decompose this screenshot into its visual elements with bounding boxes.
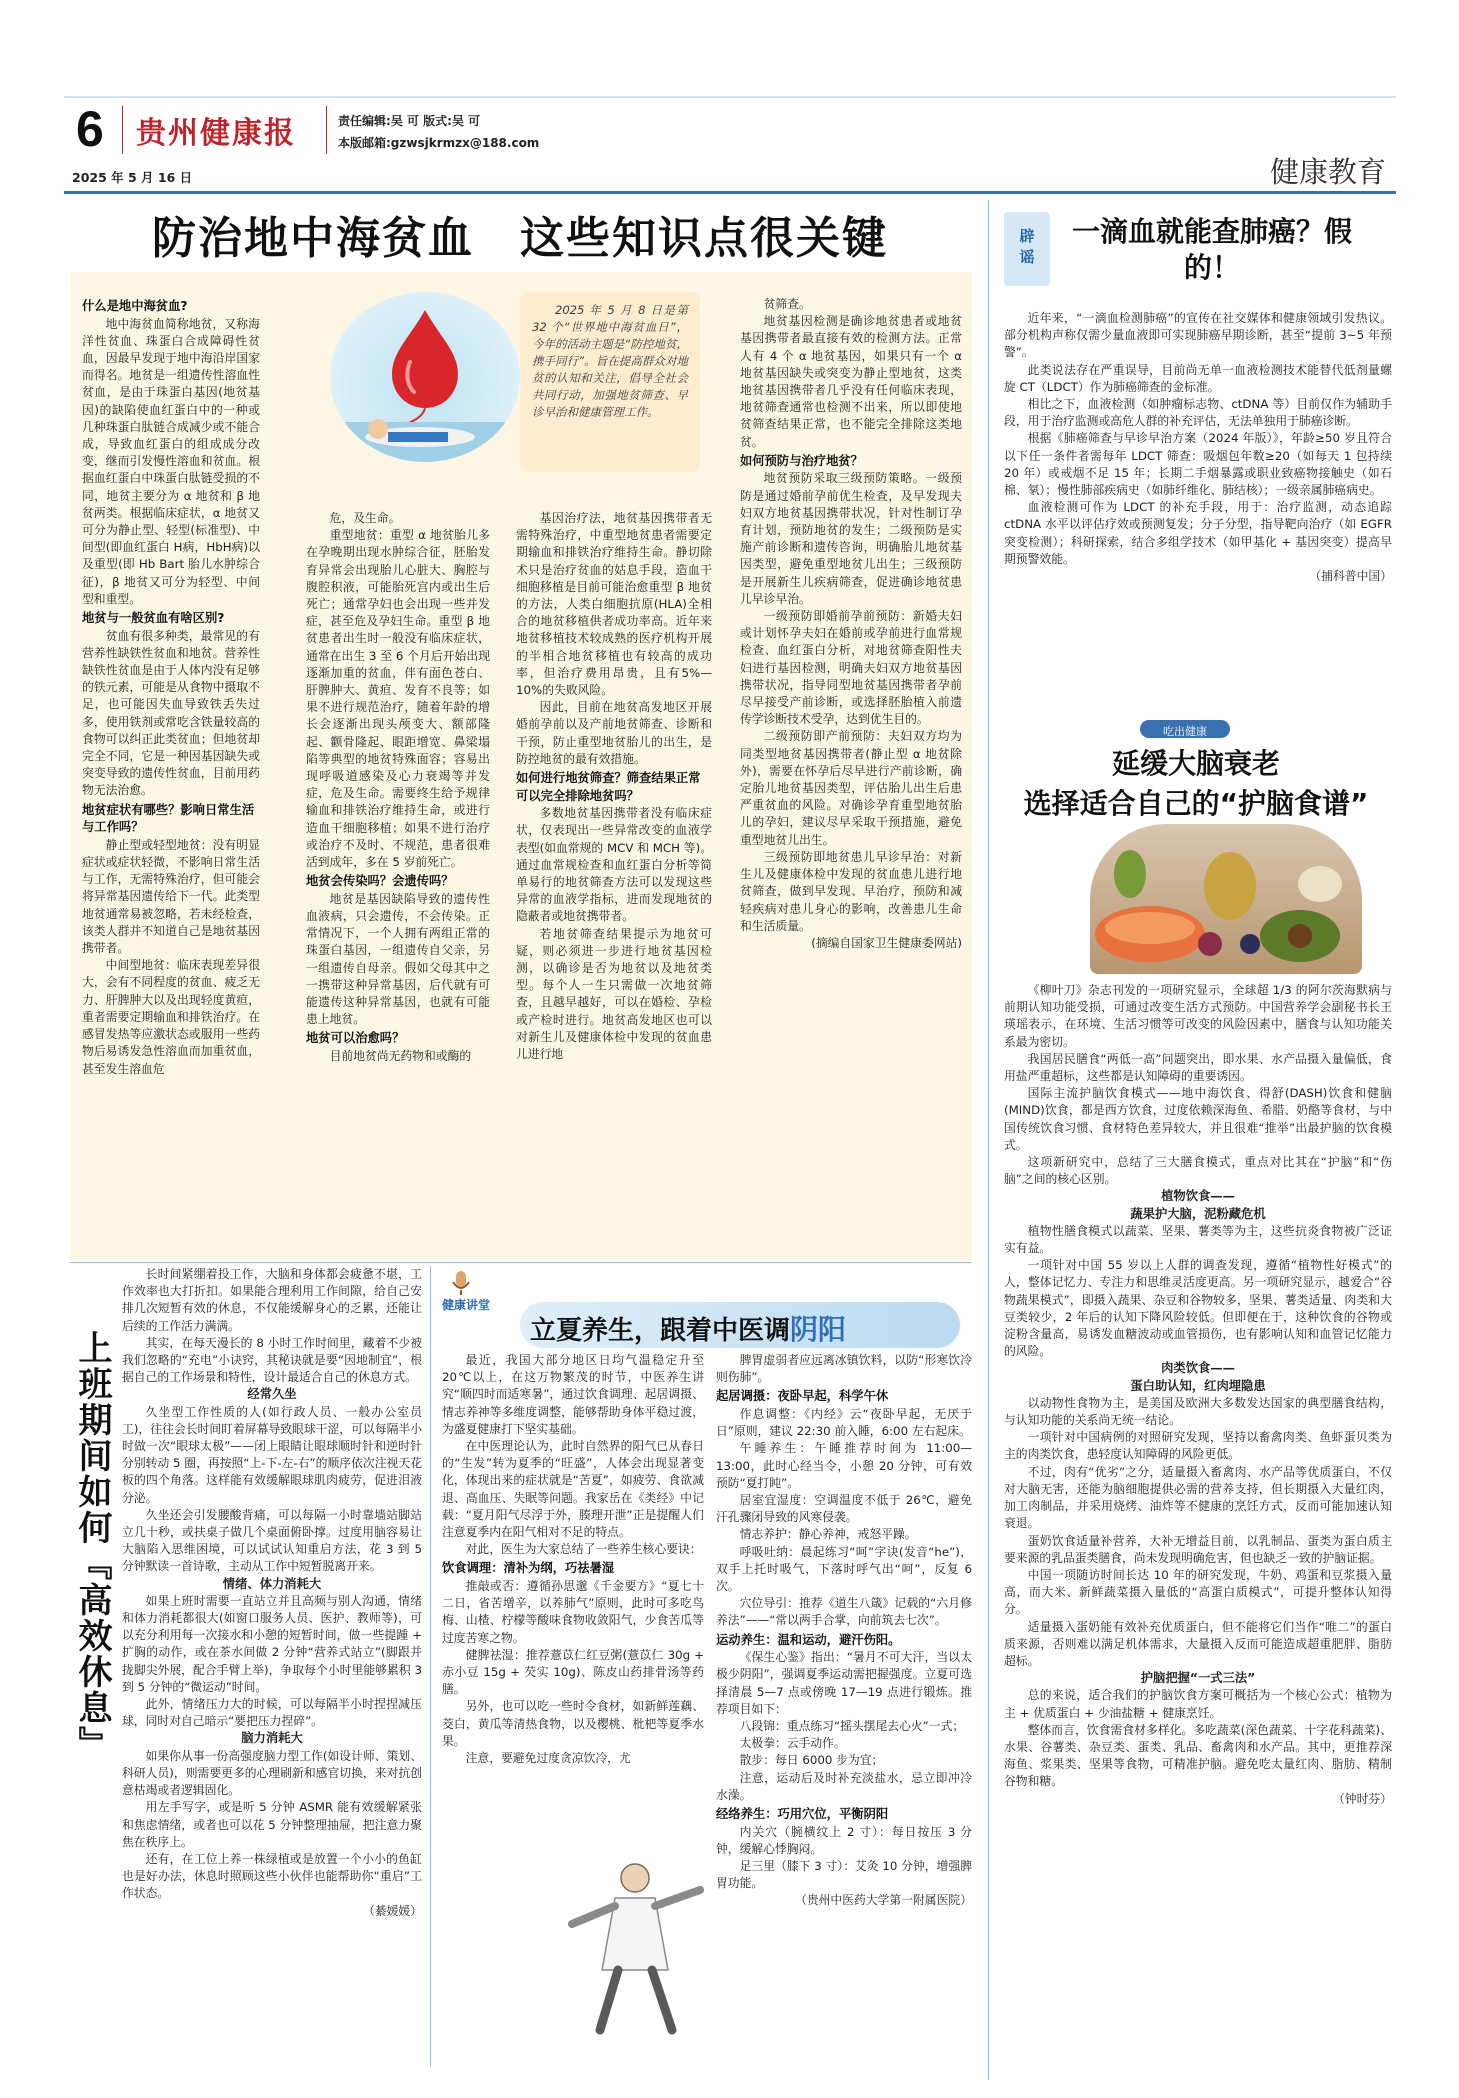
paragraph: 久坐型工作性质的人(如行政人员、一般办公室员工)，往往会长时间盯着屏幕导致眼球干涩，可以每隔半小时做一次“眼球太极”——闭上眼睛让眼球顺时针和逆时针分别转动 5 圈，再按照“上-下-左-右”的顺序依次注视天花板的四个角落。这样能有效缓解眼球肌肉疲劳，促进泪液分泌。 [122, 1404, 422, 1505]
editor-email: 本版邮箱:gzwsjkrmzx@188.com [338, 136, 540, 150]
editor-credits: 责任编辑:吴 可 版式:吴 可 [338, 114, 481, 128]
paragraph: 目前地贫尚无药物和或酶的 [329, 1049, 472, 1064]
subheading: 地贫与一般贫血有啥区别? [82, 611, 225, 626]
section-subheading: 蛋白助认知，红肉埋隐患 [1130, 1378, 1266, 1393]
issue-date: 2025 年 5 月 16 日 [72, 170, 193, 185]
intro-box [520, 292, 700, 472]
paragraph: 足三里（膝下 3 寸）：艾灸 10 分钟，增强脾胃功能。 [716, 1859, 972, 1891]
paragraph: 居室宜湿度：空调温度不低于 26℃，避免汗孔骤闭导致的风寒侵袭。 [716, 1493, 972, 1525]
paragraph: 《柳叶刀》杂志刊发的一项研究显示，全球超 1/3 的阿尔茨海默病与前期认知功能受损，可通过改变生活方式预防。中国营养学会副秘书长王瑛瑶表示，在环境、生活习惯等可改变的风险因素中，膳食与认知功能关系最为密切。 [1004, 983, 1392, 1049]
paragraph: 地贫是基因缺陷导致的遗传性血液病，只会遗传，不会传染。正常情况下，一个人拥有两组正常的珠蛋白基因，一组遗传自父亲，另一组遗传自母亲。假如父母其中之一携带这种异常基因，后代就有可能遗传这种异常基因，也就有可能患上地贫。 [306, 891, 490, 1027]
section-subheading: 蔬果护大脑，泥粉藏危机 [1130, 1206, 1266, 1221]
paragraph: 内关穴（腕横纹上 2 寸）：每日按压 3 分钟，缓解心悸胸闷。 [716, 1824, 972, 1856]
section-heading: 经常久坐 [247, 1387, 297, 1402]
paragraph: 危，及生命。 [329, 511, 401, 525]
headline: 防治地中海贫血 这些知识点很关键 [152, 213, 888, 264]
paragraph: 贫筛查。 [763, 297, 811, 311]
brain-tag-text: 吃出健康 [1163, 725, 1207, 738]
paragraph: 因此，目前在地贫高发地区开展婚前孕前以及产前地贫筛查、诊断和干预，防止重型地贫胎儿的出生，是防控地贫的最有效措施。 [516, 700, 712, 766]
rumor-body [1004, 310, 1392, 720]
paragraph: 推敲或否：遵循孙思邈《千金要方》“夏七十二日，省苦增辛，以养肺气”原则，此时可多吃鸟梅、山楂、柠檬等酸味食物收敛阳气，少食苦瓜等过度苦寒之物。 [442, 1579, 704, 1645]
bottom-divider [70, 1262, 972, 1263]
section-heading: 植物饮食—— [1161, 1189, 1235, 1204]
paragraph: 最近，我国大部分地区日均气温稳定升至 20℃以上，在这万物繁茂的时节，中医养生讲究“顺四时而适寒暑”，通过饮食调理、起居调摄、情志养神等多维度调整，能够帮助身体平稳过渡，为盛夏健康打下坚实基础。 [442, 1353, 704, 1436]
subheading: 什么是地中海贫血? [82, 299, 188, 313]
paragraph: 在中医理论认为，此时自然界的阳气已从春日的“生发”转为夏季的“旺盛”，人体会出现显著变化，体现出来的症状就是“苦夏”，如疲劳、食欲减退、高血压、失眠等问题。我家岳在《类经》中记载：“夏月阳气尽浮于外，腠理开泄”正是提醒人们注意夏季内在阳气相对不足的特点。 [442, 1439, 704, 1540]
paragraph: 八段锦：重点练习“摇头摆尾去心火”一式； [739, 1719, 965, 1734]
paragraph: 此外，情绪压力大的时候，可以每隔半小时捏捏减压球，同时对自己暗示“要把压力捏碎”。 [122, 1697, 422, 1729]
section-heading: 情绪、体力消耗大 [222, 1576, 322, 1591]
paragraph: 贫血有很多种类，最常见的有营养性缺铁性贫血和地贫。营养性缺铁性贫血是由于人体内没有足够的铁元素，可能是从食物中摄取不足，也可能因失血导致铁丢失过多，使用铁剂或常吃含铁量较高的食物可以纠正此类贫血；但地贫却完全不同，它是一种因基因缺失或突变导致的遗传性贫血，目前用药物无法治愈。 [82, 628, 260, 798]
paragraph: 地中海贫血简称地贫，又称海洋性贫血、珠蛋白合成障碍性贫血，因最早发现于地中海沿岸国家而得名。地贫是一组遗传性溶血性贫血，是由于珠蛋白基因(地贫基因)的缺陷使血红蛋白中的一种或几种珠蛋白肽链合成减少或不能合成，导致血红蛋白的组成成分改变，继而引发慢性溶血和贫血。根据血红蛋白中珠蛋白肽链受损的不同，地贫主要分为 α 地贫和 β 地贫两类。根据临床症状，α 地贫又可分为静止型、轻型(标准型)、中间型(即血红蛋白 H病，HbH病)以及重型(即 Hb Bart 胎儿水肿综合征)，β 地贫又可分为轻型、中间型和重型。 [82, 316, 260, 606]
brain-title-1: 延缓大脑衰老 [1111, 747, 1280, 780]
blood-drop-illustration [330, 292, 520, 462]
bottom-column-divider [430, 1266, 431, 2066]
rumor-tag-text: 辟谣 [1017, 228, 1036, 270]
paragraph: 呼吸吐纳：晨起练习“呵”字诀(发音“he”)，双手上托时吸气，下落时呼气出“呵”，反复 6 次。 [716, 1544, 972, 1594]
paragraph: 一级预防即婚前孕前预防：新婚夫妇或计划怀孕夫妇在婚前或孕前进行血常规检查、血红蛋白分析，对地贫筛查阳性夫妇进行基因检测，明确夫妇双方地贫基因携带状况，指导同型地贫基因携带者孕前尽早接受产前诊断，或选择胚胎植入前遗传学诊断技术受孕，达到优生目的。 [740, 609, 962, 727]
page-header [64, 98, 1396, 188]
paragraph: 脾胃虚弱者应远离冰镇饮料，以防“形寒饮冷则伤肺”。 [716, 1353, 972, 1385]
brain-body [1004, 982, 1392, 2072]
header-bottom-rule [64, 191, 1396, 194]
subheading: 运动养生：温和运动，避汗伤阳。 [716, 1632, 901, 1647]
paragraph: 健脾祛湿：推荐薏苡仁红豆粥(薏苡仁 30g + 赤小豆 15g + 芡实 10g)、陈皮山药排骨汤等药膳。 [442, 1647, 704, 1697]
paragraph: 午睡养生：午睡推荐时间为 11:00—13:00，此时心经当令，小憩 20 分钟，可有效预防“夏打盹”。 [716, 1441, 972, 1490]
paragraph: 注意，运动后及时补充淡盐水，忌立即冲冷水澡。 [716, 1770, 972, 1802]
paragraph: 若地贫筛查结果提示为地贫可疑，则必须进一步进行地贫基因检测，以确诊是否为地贫以及地贫类型。每个人一生只需做一次地贫筛查，且越早越好，可以在婚检、孕检或产检时进行。地贫高发地区也可以对新生儿及健康体检中发现的贫血患儿进行地 [516, 926, 712, 1062]
tcm-tag: 健康讲堂 [442, 1298, 491, 1312]
section-name: 健康教育 [1269, 155, 1386, 189]
paragraph: 作息调整：《内经》云“夜卧早起，无厌于日”原则，建议 22:30 前入睡，6:00 左右起床。 [716, 1407, 972, 1439]
paragraph: 注意，要避免过度贪凉饮冷，尤 [465, 1751, 631, 1766]
paragraph: 基因治疗法，地贫基因携带者无需特殊治疗，中重型地贫患者需要定期输血和排铁治疗维持生命。静切除术只是治疗贫血的姑息手段，造血干细胞移植是目前可能治愈重型 β 地贫的方法，人类白细胞抗原(HLA)全相合的地贫移植供者成功率高。近年来地贫移植技术较成熟的医疗机构开展的半相合地贫移植也有较高的成功率，但治疗费用昂贵，且有5%—10%的失败风险。 [516, 511, 712, 698]
paragraph: 血液检测可作为 LDCT 的补充手段，用于：治疗监测，动态追踪 ctDNA 水平以评估疗效或预测复发；分子分型，指导靶向治疗（如 EGFR 突变检测）；科研探索，结合多组学技术（如甲基化 + 基因突变）提高早期预警效能。 [1004, 500, 1392, 566]
paragraph: 总的来说，适合我们的护脑饮食方案可概括为一个核心公式：植物为主 + 优质蛋白 + 少油盐糖 + 健康烹饪。 [1004, 1688, 1392, 1720]
paragraph: 太极拳：云手动作。 [739, 1736, 846, 1751]
source-credit: (摘编自国家卫生健康委网站) [811, 935, 962, 950]
microphone-icon [446, 1268, 476, 1298]
subheading: 如何预防与治疗地贫？ [740, 453, 863, 468]
paragraph: 以动物性食物为主，是美国及欧洲大多数发达国家的典型膳食结构，与认知功能的关系尚无统一结论。 [1004, 1395, 1392, 1428]
tcm-title [530, 1308, 846, 1348]
subheading: 地贫会传染吗？会遗传吗？ [306, 874, 454, 889]
paragraph: 其实，在每天漫长的 8 小时工作时间里，藏着不少被我们忽略的“充电”小诀窍，其秘诀就是要“因地制宜”，根据自己的工作场景和特性，设计最适合自己的休息方式。 [122, 1335, 422, 1385]
brain-title-2: 选择适合自己的“护脑食谱” [1023, 787, 1369, 820]
paragraph: 地贫预防采取三级预防策略。一级预防是通过婚前孕前优生检查，及早发现夫妇双方地贫基因携带状况，针对性制订孕育计划，预防地贫的发生；二级预防是实施产前诊断和遗传咨询，明确胎儿地贫基因类型，避免重型地贫儿出生；三级预防是开展新生儿疾病筛查，促进确诊地贫患儿早诊早治。 [740, 471, 962, 606]
paragraph: 静止型或轻型地贫：没有明显症状或症状轻微，不影响日常生活与工作，无需特殊治疗，但可能会将异常基因遗传给下一代。此类型地贫通常易被忽略，若未经检查，该类人群并不知道自己是地贫基因携带者。 [82, 837, 260, 956]
paper-name-logo: 贵州健康报 [136, 116, 296, 151]
subheading: 经络养生：巧用穴位，平衡阴阳 [716, 1807, 889, 1822]
paragraph: 植物性膳食模式以蔬菜、坚果、薯类等为主，这些抗炎食物被广泛证实有益。 [1004, 1223, 1392, 1256]
article-column-2 [306, 510, 490, 1255]
tcm-title-main: 立夏养生，跟着中医调 [530, 1316, 791, 1346]
subheading: 如何进行地贫筛查？筛查结果正常可以完全排除地贫吗？ [516, 771, 701, 803]
section-heading: 护脑把握“一式三法” [1140, 1671, 1256, 1686]
article-column-3 [516, 510, 712, 1255]
source-credit: （贵州中医药大学第一附属医院） [795, 1893, 972, 1908]
paragraph: 散步：每日 6000 步为宜； [739, 1753, 884, 1768]
healthy-food-image [1090, 824, 1362, 974]
paragraph: 对此，医生为大家总结了一些养生核心要诀： [465, 1542, 702, 1557]
office-title [72, 1330, 112, 1870]
source-credit: （捕科普中国） [1309, 569, 1392, 584]
taichi-illustration [560, 1850, 710, 2040]
paragraph: 重型地贫：重型 α 地贫胎儿多在孕晚期出现水肿综合征，胚胎发育异常会出现胎儿心脏大、胸腔与腹腔积液，可能胎死宫内或出生后死亡；通常孕妇也会出现一些并发症，甚至危及孕妇生命。重型 β 地贫患者出生时一般没有临床症状，通常在出生 3 至 6 个月后开始出现逐渐加重的贫血，伴有面色苍白、肝脾肿大、黄疸、发育不良等；如果不进行规范治疗，随着年龄的增长会逐渐出现头颅变大、额部隆起、颧骨隆起、眼距增宽、鼻梁塌陷等典型的地贫特殊面容；容易出现呼吸道感染及心力衰竭等并发症，危及生命。需要终生给予规律输血和排铁治疗维持生命，或进行造血干细胞移植；如果不进行治疗或治疗不及时、不规范，患者很难活到成年，多在 5 岁前死亡。 [306, 528, 490, 870]
blood-drop-icon [330, 292, 520, 462]
rumor-title: 一滴血就能查肺癌？假的！ [1071, 215, 1352, 284]
office-title-text: 上班期间如何『高效休息』 [72, 1330, 112, 1762]
paragraph: 这项新研究中，总结了三大膳食模式，重点对比其在“护脑”和“伤脑”之间的核心区别。 [1004, 1155, 1392, 1187]
paragraph: 长时间紧绷着投工作，大脑和身体都会疲惫不堪，工作效率也大打折扣。如果能合理利用工作间隙，给自己安排几次短暂有效的休息，不仅能缓解身心的乏累，还能让后续的工作活力满满。 [122, 1267, 422, 1333]
subheading: 起居调摄：夜卧早起，科学午休 [716, 1389, 889, 1404]
paragraph: 如果你从事一份高强度脑力型工作(如设计师、策划、科研人员)，则需要更多的心理刷新和感官切换，来对抗创意枯竭或者逻辑固化。 [122, 1748, 422, 1798]
paragraph: 蛋奶饮食适量补营养，大补无增益目前，以乳制品、蛋类为蛋白质主要来源的乳品蛋类膳食，尚未发现明确危害，但也缺乏一致的护脑证据。 [1004, 1533, 1392, 1565]
right-column-divider [988, 200, 989, 2080]
header-top-rule [64, 96, 1396, 98]
section-heading: 脑力消耗大 [241, 1731, 303, 1746]
paragraph: 根据《肺癌筛查与早诊早治方案（2024 年版）》，年龄≥50 岁且符合以下任一条件者需每年 LDCT 筛查：吸烟包年数≥20（如每天 1 包持续 20 年）或戒烟不足 15 年；长期二手烟暴露或职业致癌物接触史（如石棉、氡）；慢性肺部疾病史（如肺纤维化、肺结核）；一级亲属肺癌病史。 [1004, 431, 1392, 498]
office-body [122, 1266, 422, 2066]
paragraph: 多数地贫基因携带者没有临床症状，仅表现出一些异常改变的血液学表型(如血常规的 MCV 和 MCH 等)。通过血常规检查和血红蛋白分析等简单易行的地贫筛查方法可以发现这些异常的血液学指标，进而发现地贫的隐蔽者或地贫携带者。 [516, 806, 712, 924]
tcm-title-accent: 阴阳 [790, 1313, 847, 1346]
paragraph: 我国居民膳食“两低一高”问题突出，即水果、水产品摄入量偏低，食用盐严重超标，这些都是认知障碍的重要诱因。 [1004, 1051, 1392, 1084]
header-divider [122, 106, 123, 154]
paragraph: 不过，肉有“优劣”之分，适量摄入畜禽肉、水产品等优质蛋白，不仅对大脑无害，还能为脑细胞提供必需的营养支持，但长期摄入大量红肉，加工肉制品，并采用烧烤、油炸等不健康的烹饪方式，反而可能加速认知衰退。 [1004, 1464, 1392, 1531]
subheading: 地贫可以治愈吗？ [306, 1031, 405, 1046]
rumor-tag [1004, 212, 1050, 286]
paragraph: 近年来，“一滴血检测肺癌”的宣传在社交媒体和健康领域引发热议。部分机构声称仅需少量血液即可实现肺癌早期诊断，甚至“提前 3~5 年预警”。 [1004, 311, 1392, 360]
article-column-4 [740, 296, 962, 1256]
paragraph: 情志养护：静心养神，戒怒平躁。 [739, 1527, 917, 1542]
paragraph: 久坐还会引发腰酸背痛，可以每隔一小时靠墙站脚站立几十秒，或扶桌子做几个桌面俯卧撑。过度用脑容易让大脑陷入思维困境，可以试试认知重启方法，花 3 到 5 分钟默读一首诗歌，主动从工作中短暂脱离开来。 [122, 1507, 422, 1574]
paragraph: 地贫基因检测是确诊地贫患者或地贫基因携带者最直接有效的检测方法。正常人有 4 个 α 地贫基因，如果只有一个 α 地贫基因缺失或突变为静止型地贫，这类地贫基因携带者几乎没有任何临床表现，地贫筛查通常也检测不出来，所以即使地贫筛查结果正常，也不能完全排除这类地贫。 [740, 314, 962, 449]
paragraph: 穴位导引：推荐《道生八箴》记载的“六月修养法”——“常以两手合掌，向前筑去七次”。 [716, 1596, 972, 1628]
tcm-column-2 [716, 1352, 972, 2072]
paragraph: 适量摄入蛋奶能有效补充优质蛋白，但不能将它们当作“唯二”的蛋白质来源，否则难以满足机体需求，大量摄入反而可能造成超重肥胖、脂肪超标。 [1004, 1619, 1392, 1668]
paragraph: 整体而言，饮食需食材多样化。多吃蔬菜(深色蔬菜、十字花科蔬菜)、水果、谷薯类、杂豆类、蛋类、乳品、畜禽肉和水产品。其中，更推荐深海鱼、浆果类、坚果等食物，可精准护脑。避免吃太量红肉、脂肪、精制谷物和糖。 [1004, 1722, 1392, 1789]
paragraph: 国际主流护脑饮食模式——地中海饮食、得舒(DASH)饮食和健脑(MIND)饮食，都是西方饮食，过度依赖深海鱼、希腊、奶酪等食材，与中国传统饮食习惯、食材特色差异较大，并且很难“推举”出最护脑的饮食模式。 [1004, 1086, 1392, 1152]
section-heading: 肉类饮食—— [1161, 1361, 1235, 1376]
subheading: 饮食调理：清补为纲，巧祛暑湿 [442, 1561, 615, 1576]
paragraph: 此类说法存在严重误导，目前尚无单一血液检测技术能替代低剂量螺旋 CT（LDCT）作为肺癌筛查的金标准。 [1004, 362, 1392, 394]
paragraph: 二级预防即产前预防：夫妇双方均为同类型地贫基因携带者(静止型 α 地贫除外)，需要在怀孕后尽早进行产前诊断，确定胎儿地贫基因类型，评估胎儿出生后患严重贫血的风险。对确诊孕育重型地贫胎儿的孕妇，建议尽早采取干预措施，避免重型地贫儿出生。 [740, 729, 962, 847]
paragraph: 用左手写字，或是听 5 分钟 ASMR 能有效缓解紧张和焦虑情绪，或者也可以花 5 分钟整理抽屉，把注意力聚焦在秩序上。 [122, 1800, 422, 1849]
page-number: 6 [76, 101, 104, 157]
intro-text: 2025 年 5 月 8 日是第 32 个“世界地中海贫血日”，今年的活动主题是“防控地贫，携手同行”。旨在提高群众对地贫的认知和关注，倡导全社会共同行动，加强地贫筛查、早诊早治和健康管理工作。 [532, 303, 688, 419]
paragraph: 中间型地贫：临床表现差异很大，会有不同程度的贫血、疲乏无力、肝脾肿大以及出现轻度黄疸，重者需要定期输血和排铁治疗。在感冒发热等应激状态或服用一些药物后易诱发急性溶血而加重贫血，甚至发生溶血危 [82, 958, 260, 1076]
paragraph: 三级预防即地贫患儿早诊早治：对新生儿及健康体检中发现的贫血患儿进行地贫筛查，做到早发现、早治疗，预防和减轻疾病对患儿身心的影响，改善患儿生命和生活质量。 [740, 849, 962, 933]
paragraph: 另外，也可以吃一些时令食材，如新鲜莲藕、茭白，黄瓜等清热食物，以及樱桃、枇杷等夏季水果。 [442, 1699, 704, 1748]
paragraph: 相比之下，血液检测（如肿瘤标志物、ctDNA 等）目前仅作为辅助手段，用于治疗监测或高危人群的补充评估，无法单独用于肺癌诊断。 [1004, 397, 1392, 429]
header-divider-2 [326, 106, 327, 154]
paragraph: 还有，在工位上养一株绿植或是放置一个小小的鱼缸也是好办法，休息时照顾这些小伙伴也能帮助你“重启”工作状态。 [122, 1851, 422, 1901]
paragraph: 《保生心鉴》指出：“暑月不可大汗，当以太极少阴阳”，强调夏季运动需把握强度。立夏可选择清晨 5—7 点或傍晚 17—19 点进行锻炼。推荐项目如下： [716, 1650, 972, 1716]
paragraph: 如果上班时需要一直站立并且高频与别人沟通，情绪和体力消耗都很大(如窗口服务人员、医护、教师等)，可以充分利用每一次接水和小憩的短暂时间，做一些提踵 + 扩胸的动作，或在茶水间做 2 分钟“营养式站立”(脚跟并拢脚尖外展，配合手臂上举)，争取每个小时里能够累积 3 到 5 分钟的“微运动”时间。 [122, 1593, 422, 1694]
subheading: 地贫症状有哪些？影响日常生活与工作吗？ [82, 802, 255, 835]
source-credit: （钟时芬） [1333, 1791, 1392, 1806]
brain-tag [1140, 720, 1230, 738]
source-credit: （綦媛媛） [363, 1903, 422, 1918]
paragraph: 一项针对中国病例的对照研究发现，坚持以畜禽肉类、鱼虾蛋贝类为主的肉类饮食，患轻度认知障碍的风险更低。 [1004, 1430, 1392, 1462]
paragraph: 中国一项随访时间长达 10 年的研究发现，牛奶、鸡蛋和豆浆摄入量高，而大米、新鲜蔬菜摄入量低的“高蛋白质模式”，可提升整体认知得分。 [1004, 1567, 1392, 1617]
food-photo [1090, 824, 1362, 974]
paragraph: 一项针对中国 55 岁以上人群的调查发现，遵循“植物性好模式”的人，整体记忆力、专注力和思维灵活度更高。另一项研究显示，越爱合“谷物蔬果模式”，即摄入蔬果、杂豆和谷物较多，坚果、薯类适量、肉类和大豆类较少，2 年后的认知下降风险较低。但即便在于，这种饮食的谷物或淀粉含量高，易诱发血糖波动或血管损伤，也有影响认知和血管记忆能力的风险。 [1004, 1258, 1392, 1359]
article-column-1 [82, 296, 260, 1256]
